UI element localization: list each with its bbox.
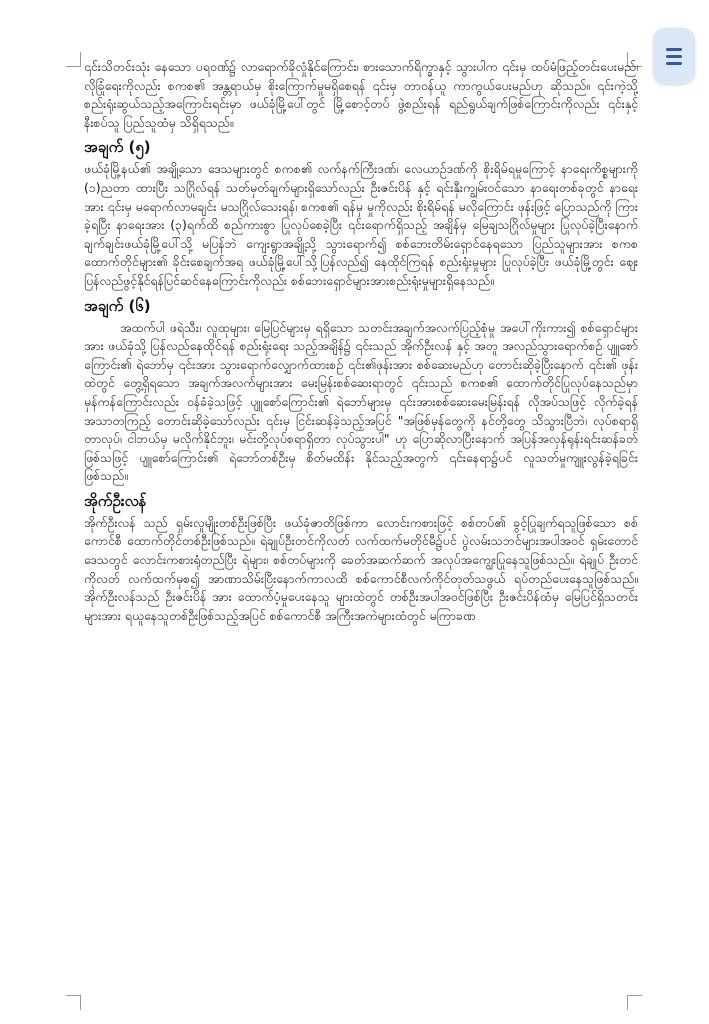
crop-mark-bottom-right (627, 995, 642, 1010)
hamburger-menu-icon (666, 48, 682, 65)
section-heading-aik-u-lan: အိုက်ဦးလန် (84, 491, 147, 510)
paragraph-1: ၎င်းသိတင်းသုံး နေသော ပရဝဏ်၌ လာရောက်ခိုလှုံနိုင်ကြောင်း၊ စားသောက်ရိက္ခာနှင့် သွားပါက ၎င်းမှ ထပ်မံဖြည့်တင်းပေးမည်၊ လိုခြုံရေးကိုလည်း စကစ၏ အန္တရာယ်မှ စိုးကြောက်မှုမရှိစေရန် ၎င်းမှ တာဝန်ယူ ကာကွယ်ပေးမည်ဟု ဆိုသည်။ ၎င်းကဲ့သို့ စည်းရုံးဆွယ်သည့်အကြောင်းရင်းမှာ ဖယ်ခုံမြို့ပေါ်တွင် မြို့စောင့်တပ် ဖွဲ့စည်းရန် ရည်ရွယ်ချက်ဖြစ်ကြောင်းကိုလည်း ၎င်းနှင့်နီးစပ်သူ ပြည်သူထံမှ သိရှိရသည်။ (84, 59, 638, 130)
paragraph-4: အိုက်ဦးလန် သည် ရှမ်းလူမျိုးတစ်ဦးဖြစ်ပြီး ဖယ်ခုံဇာတိဖြစ်ကာ လောင်းကစားဖြင့် စစ်တပ်၏ ခွင့်ပြုချက်ရသူဖြစ်သော စစ်ကောင်စီ ထောက်တိုင်တစ်ဦးဖြစ်သည်။ ရဲချုပ်ဦးတင်ကိုလတ် လက်ထက်မတိုင်မီ၌ပင် ပွဲလမ်းသဘင်များအပါအဝင် ရှမ်းတောင်ဒေသတွင် လောင်းကစားရုံတည်ပြီး ရဲများ၊ စစ်တပ်များကို ခေတ်အဆက်ဆက် အလုပ်အကျွေးပြုနေသူဖြစ်သည်။ ရဲချုပ် ဦးတင်ကိုလတ် လက်ထက်မှစ၍ အာဏာသိမ်းပြီးနောက်ကာလထိ စစ်ကောင်စီလက်ကိုင်တုတ်သဖွယ် ရပ်တည်ပေးနေသူဖြစ်သည်။ အိုက်ဦးလန်သည် ဦးဇင်းပိန် အား ထောက်ပံ့မှုပေးနေသူ များထဲတွင် တစ်ဦးအပါအဝင်ဖြစ်ပြီး ဦးဇင်းပိန်ထံမှ မြေပြင်ရှိသတင်းများအား ရယူနေသူတစ်ဦးဖြစ်သည့်အပြင် စစ်ကောင်စီ အကြီးအကဲများထံတွင် မကြာခဏ (84, 514, 638, 623)
paragraph-2: ဖယ်ခုံမြို့နယ်၏ အချို့သော ဒေသများတွင် စကစ၏ လက်နက်ကြီးဒဏ်၊ လေယာဉ်ဒဏ်ကို စိုးရိမ်ရမှုကြောင့် နာရေးကိစ္စများကို (၁)ညတာ ထားပြီး သဂြိုလ်ရန် သတ်မှတ်ချက်များရှိသော်လည်း ဦးဇင်းပိန် နှင့် ရင်းနှီးကျွမ်းဝင်သော နာရေးတစ်ခုတွင် နာရေးအား ၎င်းမှ မရောက်လာမချင်း မသဂြိုလ်သေးရန်၊ စကစ၏ ရန်မှ မှုကိုလည်း စိုးရိမ်ရန် မလိုကြောင်း ဖုန်းဖြင့် ပြောသည်ကို ကြားခဲ့ရပြီး နာရေးအား (၃)ရက်ထိ စည်ကားစွာ ပြုလုပ်စေခဲ့ပြီး ၎င်းရောက်ရှိသည့် အချိန်မှ မြေချသဂြိုလ်မှုများ ပြုလုပ်ခဲ့ပြီးနောက် ချက်ချင်းဖယ်ခုံမြို့ပေါ်သို့ မပြန်ဘဲ ကျေးရွာအချို့သို့ သွားရောက်၍ စစ်ဘေးတိမ်းရှောင်နေရသော ပြည်သူများအား စကစထောက်တိုင်များ၏ ခိုင်းစေချက်အရ ဖယ်ခုံမြို့ပေါ်သို့ပြန်လည်၍ နေထိုင်ကြရန် စည်းရုံးမှုများ ပြုလုပ်ခဲ့ပြီး ဖယ်ခုံမြို့တွင်း ဈေးပြန်လည်ဖွင့်နိုင်ရန်ပြင်ဆင်နေကြောင်းကိုလည်း စစ်ဘေးရှောင်များအားစည်းရုံးမှုများရှိနေသည်။ (84, 161, 638, 288)
paragraph-3: အထက်ပါ ဖရဲသီး၊ လူထုများ၊ မြေပြင်များမှ ရရှိသော သတင်းအချက်အလက်ပြည့်စုံမှု အပေါ်ကိုးကား၍ စစ်ရှောင်များအား ဖယ်ခုံသို့ ပြန်လည်နေထိုင်ရန် စည်းရုံးရေး သည့်အချိန်၌ ၎င်းသည် အိုက်ဦးလန် နှင့် အတူ အလည်သွားရောက်စဉ် ပျူစော်ကြောင်း၏ ရဲဘော်မှ ၎င်းအား သွားရောက်လျှောက်ထားစဉ် ၎င်း၏ဖုန်းအား စစ်ဆေးမည်ဟု တောင်းဆိုခဲ့ပြီးနောက် ၎င်း၏ ဖုန်းထဲတွင် တွေ့ရှိရသော အချက်အလက်များအား မေးမြန်းစစ်ဆေးရာတွင် ၎င်းသည် စကစ၏ ထောက်တိုင်ပြုလုပ်နေသည်မှာ မှန်ကန်ကြောင်းလည်း ဝန်ခံခဲ့သဖြင့် ပျူစော်ကြောင်း၏ ရဲဘော်များမှ ၎င်းအားစစ်ဆေးမေးမြန်းရန် လိုအပ်သဖြင့် လိုက်ခဲ့ရန်အသာတကြည့် တောင်းဆိုခဲ့သော်လည်း ၎င်းမှ ငြင်းဆန်ခဲ့သည့်အပြင် "အဖြစ်မှန်တွေကို နင်တို့တွေ သိသွားပြီဘဲ၊ လုပ်စရာရှိတာလုပ်၊ ငါဘယ်မှ မလိုက်နိုင်ဘူး၊ မင်းတို့လုပ်စရာရှိတာ လုပ်သွားပါ" ဟု ပြောဆိုလာပြီးနောက် အပြန်အလှန်ရုန်းရင်းဆန်ခတ်ဖြစ်သဖြင့် ပျူစော်ကြောင်း၏ ရဲဘော်တစ်ဦးမှ စိတ်မထိန်း နိုင်သည့်အတွက် ၎င်းနေရာ၌ပင် လူသတ်မှုကျူးလွန်ခဲ့ရခြင်းဖြစ်သည်။ (84, 319, 638, 484)
crop-mark-bottom-left (66, 995, 81, 1010)
menu-button[interactable] (653, 28, 695, 84)
section-heading-6: အချက် (၆) (84, 296, 151, 315)
section-heading-5: အချက် (၅) (84, 138, 151, 157)
document-body (84, 58, 638, 629)
crop-mark-top-left (66, 52, 81, 67)
